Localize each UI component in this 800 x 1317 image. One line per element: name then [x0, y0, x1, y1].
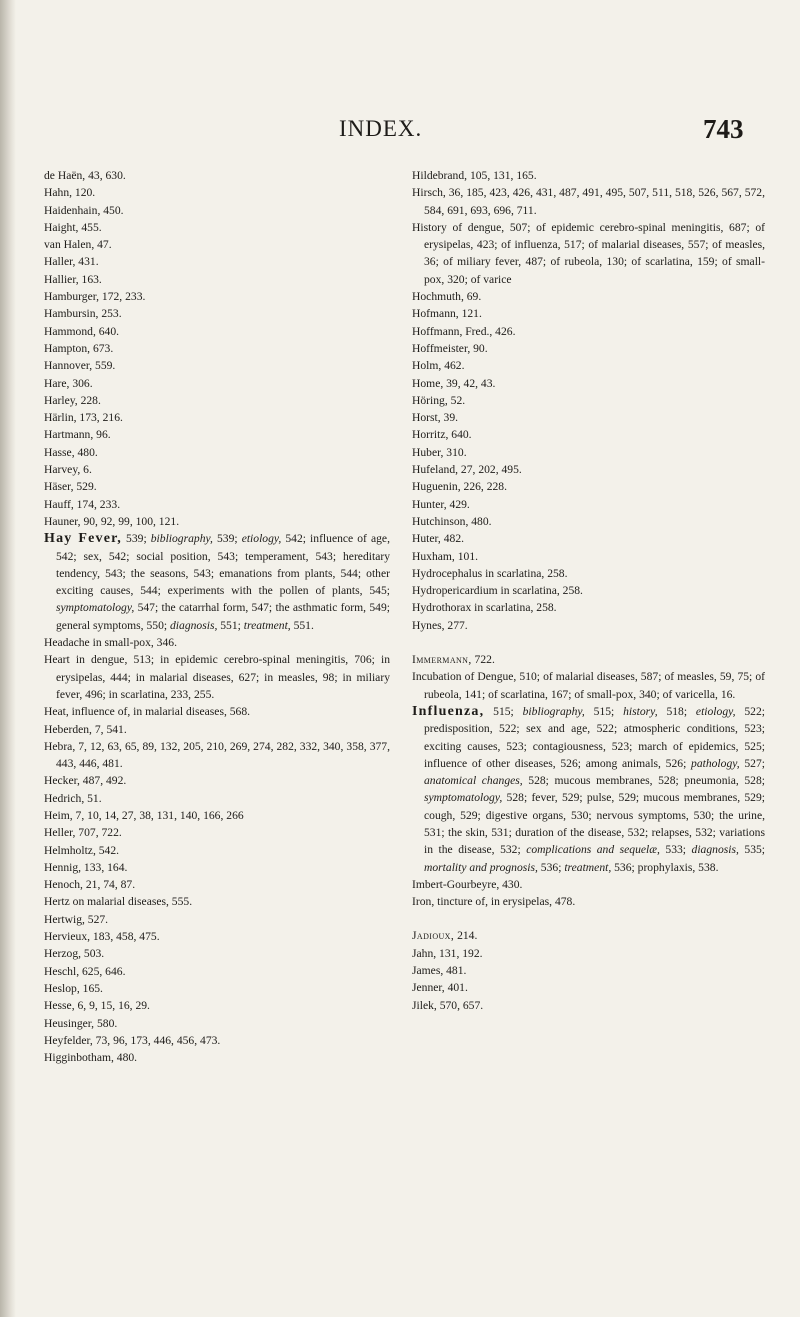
- entry-text: 542; influence of age, 542; sex, 542; social position, 543; temperament, 543; hereditary tendency, 543; the seasons, 543; emanations from plants, 544; other exciting causes, 544; experiments with the pollen of plants, 545;: [56, 532, 390, 598]
- entry-text: 214.: [454, 929, 478, 943]
- index-entry: Higginbotham, 480.: [44, 1051, 138, 1065]
- index-column-left: [44, 167, 390, 1066]
- index-entry: Heat, influence of, in malarial diseases, 568.: [44, 705, 251, 719]
- index-entry: Hynes, 277.: [412, 618, 468, 632]
- index-entry: Heusinger, 580.: [44, 1016, 118, 1030]
- index-entry: Hofmann, 121.: [412, 307, 482, 321]
- index-entry: [412, 651, 765, 668]
- index-entry: Jahn, 131, 192.: [412, 946, 483, 960]
- index-entry: Iron, tincture of, in erysipelas, 478.: [412, 895, 576, 909]
- entry-text: 536;: [537, 860, 565, 874]
- index-entry: Huguenin, 226, 228.: [412, 480, 507, 494]
- entry-text: diagnosis,: [170, 618, 218, 632]
- page-header: [0, 116, 800, 156]
- index-entry: Jenner, 401.: [412, 981, 468, 995]
- index-entry: Hildebrand, 105, 131, 165.: [412, 169, 537, 182]
- entry-text: 522; predisposition, 522; sex and age, 522; atmospheric conditions, 523; exciting causes, 523; contagiousness, 523; march of epidemics, 525; influence of other diseases, 526; among animals, 526;: [424, 704, 765, 770]
- index-entry: Horritz, 640.: [412, 428, 472, 442]
- index-entry: Herzog, 503.: [44, 947, 105, 961]
- index-entry: Hauner, 90, 92, 99, 100, 121.: [44, 514, 180, 528]
- index-entry: Harvey, 6.: [44, 463, 92, 477]
- index-entry: Hecker, 487, 492.: [44, 774, 127, 788]
- entry-text: etiology,: [241, 532, 282, 546]
- index-column-right: [412, 167, 765, 1014]
- entry-text: 527;: [739, 756, 765, 770]
- index-entry: Haight, 455.: [44, 220, 102, 234]
- page-number: 743: [703, 114, 744, 144]
- index-entry: Hesse, 6, 9, 15, 16, 29.: [44, 999, 150, 1013]
- index-entry: Heberden, 7, 541.: [44, 722, 127, 736]
- entry-text: 515;: [584, 704, 624, 718]
- index-entry: Hebra, 7, 12, 63, 65, 89, 132, 205, 210, 269, 274, 282, 332, 340, 358, 377, 443, 446, 481.: [44, 739, 390, 771]
- entry-text: 547; the catarrhal form, 547; the asthmatic form, 549; general symptoms, 550;: [56, 601, 390, 632]
- index-entry: Hervieux, 183, 458, 475.: [44, 930, 160, 944]
- index-entry: Hunter, 429.: [412, 497, 470, 511]
- entry-text: 722.: [471, 653, 495, 667]
- index-entry: [412, 703, 765, 876]
- index-entry: [412, 927, 765, 944]
- index-entry: Hutchinson, 480.: [412, 514, 492, 528]
- entry-heading: Jadioux,: [412, 929, 455, 943]
- index-entry: Hennig, 133, 164.: [44, 860, 128, 874]
- index-entry: de Haën, 43, 630.: [44, 169, 126, 182]
- entry-text: 535;: [738, 843, 766, 857]
- entry-text: symptomatology,: [56, 601, 135, 615]
- index-entry: Hartmann, 96.: [44, 428, 111, 442]
- entry-text: 539;: [121, 532, 151, 546]
- index-entry: Heim, 7, 10, 14, 27, 38, 131, 140, 166, 266: [44, 808, 244, 822]
- index-entry: Imbert-Gourbeyre, 430.: [412, 877, 523, 891]
- section-gap: [412, 634, 765, 651]
- index-entry: Hufeland, 27, 202, 495.: [412, 463, 522, 477]
- entry-text: 528; fever, 529; pulse, 529; mucous membranes, 529; cough, 529; digestive organs, 530; nervous symptoms, 530; the urine, 531; the skin, 531; duration of the disease, 532; relapses, 532; variations in the disease, 532;: [424, 791, 765, 857]
- index-entry: Haidenhain, 450.: [44, 203, 124, 217]
- index-entry: Hauff, 174, 233.: [44, 497, 121, 511]
- entry-text: diagnosis,: [691, 843, 739, 857]
- index-entry: Hertwig, 527.: [44, 912, 109, 926]
- index-entry: Huter, 482.: [412, 532, 465, 546]
- index-entry: Hasse, 480.: [44, 445, 98, 459]
- index-entry: Härlin, 173, 216.: [44, 411, 123, 425]
- index-entry: Hampton, 673.: [44, 341, 114, 355]
- entry-text: treatment,: [564, 860, 612, 874]
- index-entry: Hydropericardium in scarlatina, 258.: [412, 584, 583, 598]
- page-title: INDEX.: [339, 116, 423, 141]
- index-entry: Helmholtz, 542.: [44, 843, 120, 857]
- index-entry: Heart in dengue, 513; in epidemic cerebro-spinal meningitis, 706; in erysipelas, 444; in malarial diseases, 627; in measles, 98; in miliary fever, 496; in scarlatina, 233, 255.: [44, 653, 390, 701]
- index-entry: Heller, 707, 722.: [44, 826, 122, 840]
- index-entry: Hallier, 163.: [44, 272, 102, 286]
- index-entry: Hare, 306.: [44, 376, 93, 390]
- index-entry: Henoch, 21, 74, 87.: [44, 878, 136, 892]
- index-entry: [44, 530, 390, 634]
- index-entry: Hahn, 120.: [44, 186, 96, 200]
- section-gap: [412, 910, 765, 927]
- index-entry: Hochmuth, 69.: [412, 290, 482, 304]
- entry-text: pathology,: [691, 756, 740, 770]
- entry-text: 528; mucous membranes, 528; pneumonia, 528;: [522, 774, 765, 788]
- entry-text: bibliography,: [150, 532, 213, 546]
- index-entry: Hoffmann, Fred., 426.: [412, 324, 516, 338]
- index-entry: Headache in small-pox, 346.: [44, 636, 177, 650]
- index-entry: Hamburger, 172, 233.: [44, 290, 146, 304]
- entry-text: anatomical changes,: [424, 774, 523, 788]
- index-entry: Hydrocephalus in scarlatina, 258.: [412, 566, 568, 580]
- index-entry: Huxham, 101.: [412, 549, 479, 563]
- index-entry: Huber, 310.: [412, 445, 467, 459]
- index-entry: Jilek, 570, 657.: [412, 998, 484, 1012]
- entry-text: 518;: [657, 704, 696, 718]
- index-entry: Häser, 529.: [44, 480, 97, 494]
- entry-heading: Hay Fever,: [44, 531, 122, 547]
- entry-text: treatment,: [243, 618, 291, 632]
- entry-text: 551;: [217, 618, 244, 632]
- index-entry: Hydrothorax in scarlatina, 258.: [412, 601, 557, 615]
- index-entry: Heyfelder, 73, 96, 173, 446, 456, 473.: [44, 1033, 221, 1047]
- index-entry: Heschl, 625, 646.: [44, 964, 126, 978]
- entry-heading: Immermann,: [412, 653, 472, 667]
- index-entry: Hoffmeister, 90.: [412, 341, 488, 355]
- entry-text: history,: [623, 704, 658, 718]
- index-entry: Home, 39, 42, 43.: [412, 376, 496, 390]
- index-entry: Höring, 52.: [412, 393, 466, 407]
- entry-text: 551.: [290, 618, 314, 632]
- index-entry: Holm, 462.: [412, 359, 465, 373]
- index-entry: Incubation of Dengue, 510; of malarial diseases, 587; of measles, 59, 75; of rubeola, 141; of scarlatina, 167; of small-pox, 340; of varicella, 16.: [412, 670, 765, 701]
- index-entry: James, 481.: [412, 964, 467, 978]
- index-entry: History of dengue, 507; of epidemic cerebro-spinal meningitis, 687; of erysipelas, 423; of influenza, 517; of malarial diseases, 557; of measles, 36; of miliary fever, 487; of rubeola, 130; of scarlatina, 159; of small-pox, 320; of varice: [412, 220, 765, 286]
- entry-text: symptomatology,: [424, 791, 503, 805]
- entry-text: bibliography,: [522, 704, 585, 718]
- entry-text: 533;: [659, 843, 692, 857]
- entry-text: 539;: [212, 532, 242, 546]
- index-entry: Horst, 39.: [412, 411, 459, 425]
- index-entry: Hambursin, 253.: [44, 307, 122, 321]
- entry-text: complications and sequelæ,: [526, 843, 660, 857]
- index-entry: Hedrich, 51.: [44, 791, 102, 805]
- entry-heading: Influenza,: [412, 703, 485, 719]
- index-entry: Hammond, 640.: [44, 324, 120, 338]
- index-entry: Hirsch, 36, 185, 423, 426, 431, 487, 491, 495, 507, 511, 518, 526, 567, 572, 584, 691, 693, 696, 711.: [412, 186, 765, 217]
- page-spine-shadow: [0, 0, 16, 1317]
- entry-text: etiology,: [695, 704, 736, 718]
- entry-text: 536; prophylaxis, 538.: [611, 860, 719, 874]
- index-entry: Heslop, 165.: [44, 981, 103, 995]
- index-entry: Harley, 228.: [44, 393, 101, 407]
- entry-text: mortality and prognosis,: [424, 860, 538, 874]
- index-entry: Hannover, 559.: [44, 359, 116, 373]
- index-entry: van Halen, 47.: [44, 238, 112, 252]
- index-entry: Haller, 431.: [44, 255, 99, 269]
- entry-text: 515;: [484, 704, 523, 718]
- index-entry: Hertz on malarial diseases, 555.: [44, 895, 193, 909]
